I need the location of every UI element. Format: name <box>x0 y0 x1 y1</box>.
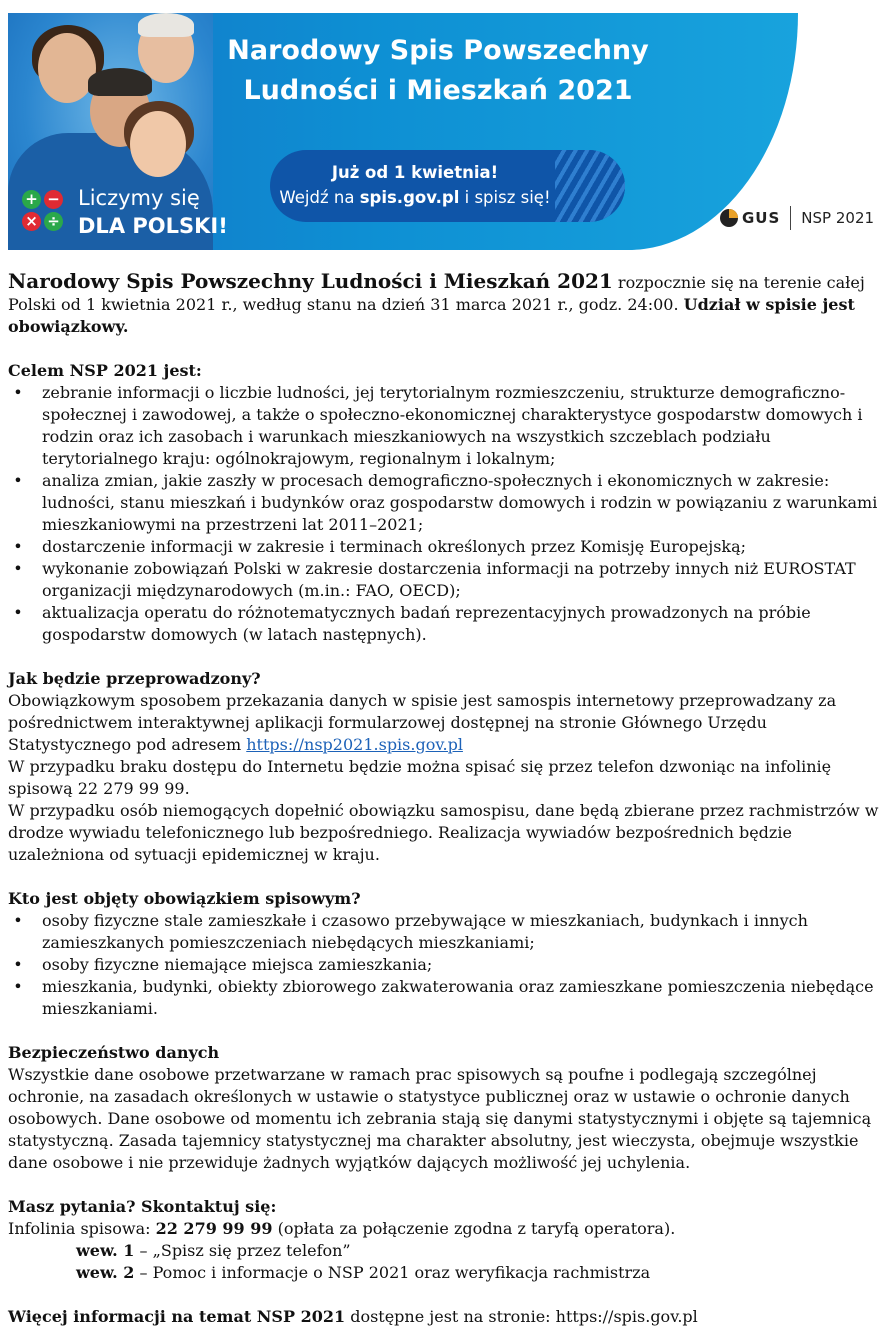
slogan-line1: Liczymy się <box>78 186 200 210</box>
goals-list <box>8 382 888 646</box>
security-paragraph: Wszystkie dane osobowe przetwarzane w ramach prac spisowych są poufne i podlegają szczególnej ochronie, na zasadach określonych w ustawie o statystyce publicznej oraz w ustawie o ochronie danych osobowych. Dane osobowe od momentu ich zebrania stają się danymi statystycznymi i objęte są tajemnicą statystyczną. Zasada tajemnicy statystycznej ma charakter absolutny, jest wieczysta, obejmuje wszystkie dane osobowe i nie przewiduje żadnych wyjątków dających możliwość jej uchylenia. <box>8 1065 872 1172</box>
goals-heading: Celem NSP 2021 jest: <box>8 361 202 380</box>
slogan-line2: DLA POLSKI! <box>78 214 228 238</box>
banner-title-line2: Ludności i Mieszkań 2021 <box>243 75 633 106</box>
contact-heading: Masz pytania? Skontaktuj się: <box>8 1197 277 1216</box>
plus-icon: + <box>22 190 41 209</box>
how-paragraph-3: W przypadku osób niemogących dopełnić obowiązku samospisu, dane będą zbierane przez rachmistrzów w drodze wywiadu telefonicznego lub bezpośredniego. Realizacja wywiadów bezpośrednich będzie uzależniona od sytuacji epidemicznej w kraju. <box>8 801 879 864</box>
pill-date: Już od 1 kwietnia! <box>331 163 499 182</box>
hotline-number: 22 279 99 99 <box>155 1219 273 1238</box>
banner-title-line1: Narodowy Spis Powszechny <box>227 35 649 66</box>
pill-cta: Wejdź na spis.gov.pl i spisz się! <box>279 188 551 207</box>
contact-line: Infolinia spisowa: 22 279 99 99 (opłata za połączenie zgodna z taryfą operatora). <box>8 1219 676 1238</box>
list-item: • mieszkania, budynki, obiekty zbiorowego zakwaterowania oraz zamieszkane pomieszczenia niebędące mieszkaniami. <box>42 976 888 1020</box>
list-item: • osoby fizyczne stale zamieszkałe i czasowo przebywające w mieszkaniach, budynkach i innych zamieszkanych pomieszczeniach niebędących mieszkaniami; <box>42 910 888 954</box>
list-item: • zebranie informacji o liczbie ludności, jej terytorialnym rozmieszczeniu, strukturze demograficzno-społecznej i zawodowej, a także o społeczno-ekonomicznej charakterystyce gospodarstw domowych i rodzin oraz ich zasobach i warunkach mieszkaniowych na wszystkich szczeblach podziału terytorialnego kraju: ogólnokrajowym, regionalnym i lokalnym; <box>42 382 888 470</box>
divide-icon: ÷ <box>44 212 63 231</box>
footer-line: Więcej informacji na temat NSP 2021 dostępne jest na stronie: https://spis.gov.pl <box>8 1307 698 1326</box>
intro-title: Narodowy Spis Powszechny Ludności i Mieszkań 2021 <box>8 269 613 293</box>
intro-obligation: Udział w spisie jest obowiązkowy. <box>8 295 855 336</box>
list-item: • wykonanie zobowiązań Polski w zakresie dostarczenia informacji na potrzeby innych niż EUROSTAT organizacji międzynarodowych (m.in.: FAO, OECD); <box>42 558 888 602</box>
list-item: • dostarczenie informacji w zakresie i terminach określonych przez Komisję Europejską; <box>42 536 888 558</box>
footer-bold: Więcej informacji na temat NSP 2021 <box>8 1307 346 1326</box>
how-paragraph-1: Obowiązkowym sposobem przekazania danych w spisie jest samospis internetowy przeprowadzany za pośrednictwem interaktywnej aplikacji formularzowej dostępnej na stronie Głównego Urzędu Statystycznego pod adresem https://nsp2021.spis.gov.pl <box>8 691 837 754</box>
document-body <box>8 270 888 1328</box>
nsp-link[interactable]: https://nsp2021.spis.gov.pl <box>246 735 463 754</box>
logo-divider <box>790 206 791 230</box>
times-icon: × <box>22 212 41 231</box>
nsp-logo-text: NSP 2021 <box>801 209 875 227</box>
gus-logo-icon <box>720 209 738 227</box>
who-list <box>8 910 888 1020</box>
minus-icon: − <box>44 190 63 209</box>
list-item: • aktualizacja operatu do różnotematycznych badań reprezentacyjnych prowadzonych na próbie gospodarstw domowych (w latach następnych). <box>42 602 888 646</box>
gus-logo <box>720 205 874 231</box>
list-item: • analiza zmian, jakie zaszły w procesach demograficzno-społecznych i ekonomicznych w zakresie: ludności, stanu mieszkań i budynków oraz gospodarstw domowych i rodzin w powiązaniu z warunkami mieszkaniowymi na przestrzeni lat 2011–2021; <box>42 470 888 536</box>
list-item: • osoby fizyczne niemające miejsca zamieszkania; <box>42 954 888 976</box>
banner-title <box>223 31 653 111</box>
date-pill <box>270 150 625 222</box>
pill-domain: spis.gov.pl <box>359 188 460 207</box>
how-paragraph-2: W przypadku braku dostępu do Internetu będzie można spisać się przez telefon dzwoniąc na infolinię spisową 22 279 99 99. <box>8 757 832 798</box>
gus-logo-text: GUS <box>742 209 781 227</box>
who-heading: Kto jest objęty obowiązkiem spisowym? <box>8 889 361 908</box>
extension-1: wew. 1 – „Spisz się przez telefon” <box>76 1241 351 1260</box>
extension-2: wew. 2 – Pomoc i informacje o NSP 2021 oraz weryfikacja rachmistrza <box>76 1263 651 1282</box>
math-operators-icon <box>22 190 66 234</box>
campaign-banner <box>8 13 880 250</box>
how-heading: Jak będzie przeprowadzony? <box>8 669 261 688</box>
intro-paragraph: Narodowy Spis Powszechny Ludności i Mieszkań 2021 rozpocznie się na terenie całej Polski od 1 kwietnia 2021 r., według stanu na dzień 31 marca 2021 r., godz. 24:00. Udział w spisie jest obowiązkowy. <box>8 269 865 336</box>
security-heading: Bezpieczeństwo danych <box>8 1043 220 1062</box>
stripes-decoration <box>555 150 625 222</box>
